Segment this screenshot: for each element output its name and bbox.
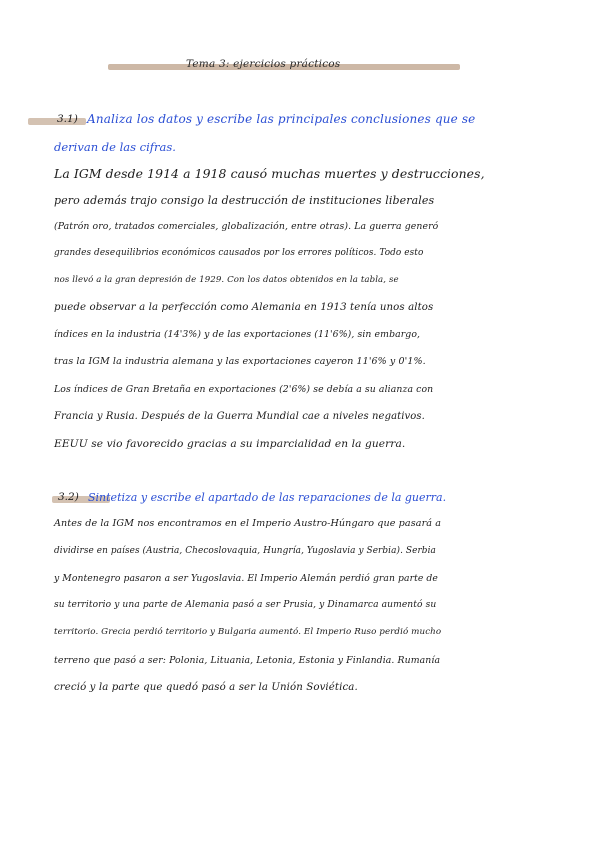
q1-prompt-line-1: Analiza los datos y escribe las principales conclusiones que se (87, 112, 476, 126)
q1-number: 3.1) (57, 113, 78, 125)
q1-prompt-line-2: derivan de las cifras. (54, 140, 176, 154)
q2-answer-line: terreno que pasó a ser: Polonia, Lituania, Letonia, Estonia y Finlandia. Rumanía (54, 655, 441, 666)
q1-answer-line: tras la IGM la industria alemana y las exportaciones cayeron 11'6% y 0'1%. (54, 356, 426, 367)
q1-answer-line: grandes desequilibrios económicos causados por los errores políticos. Todo esto (54, 248, 424, 258)
q2-answer-line: dividirse en países (Austria, Checoslovaquia, Hungría, Yugoslavia y Serbia). Serbia (54, 546, 436, 556)
q2-answer-line: creció y la parte que quedó pasó a ser la Unión Soviética. (54, 682, 358, 693)
q1-answer-line: nos llevó a la gran depresión de 1929. Con los datos obtenidos en la tabla, se (54, 275, 399, 285)
q1-answer-line: Los índices de Gran Bretaña en exportaciones (2'6%) se debía a su alianza con (54, 384, 434, 395)
q2-answer-line: territorio. Grecia perdió territorio y Bulgaria aumentó. El Imperio Ruso perdió mucho (54, 627, 442, 637)
q1-answer-line: (Patrón oro, tratados comerciales, globalización, entre otras). La guerra generó (54, 221, 439, 232)
q1-answer-line: pero además trajo consigo la destrucción de instituciones liberales (54, 194, 435, 207)
q1-answer-line: índices en la industria (14'3%) y de las exportaciones (11'6%), sin embargo, (54, 329, 421, 340)
q1-answer-line: Francia y Rusia. Después de la Guerra Mundial cae a niveles negativos. (54, 411, 425, 422)
q2-number: 3.2) (58, 491, 79, 503)
q1-answer-line: La IGM desde 1914 a 1918 causó muchas muertes y destrucciones, (54, 166, 485, 181)
q2-answer-line: Antes de la IGM nos encontramos en el Imperio Austro-Húngaro que pasará a (54, 518, 442, 529)
q2-answer-line: su territorio y una parte de Alemania pasó a ser Prusia, y Dinamarca aumentó su (54, 600, 437, 610)
page-title: Tema 3: ejercicios prácticos (186, 58, 341, 70)
q1-answer-line: puede observar a la perfección como Alemania en 1913 tenía unos altos (54, 302, 434, 313)
q2-prompt: Sintetiza y escribe el apartado de las reparaciones de la guerra. (88, 491, 447, 504)
q1-answer-line: EEUU se vio favorecido gracias a su imparcialidad en la guerra. (54, 438, 406, 450)
q2-answer-line: y Montenegro pasaron a ser Yugoslavia. El Imperio Alemán perdió gran parte de (54, 573, 438, 584)
